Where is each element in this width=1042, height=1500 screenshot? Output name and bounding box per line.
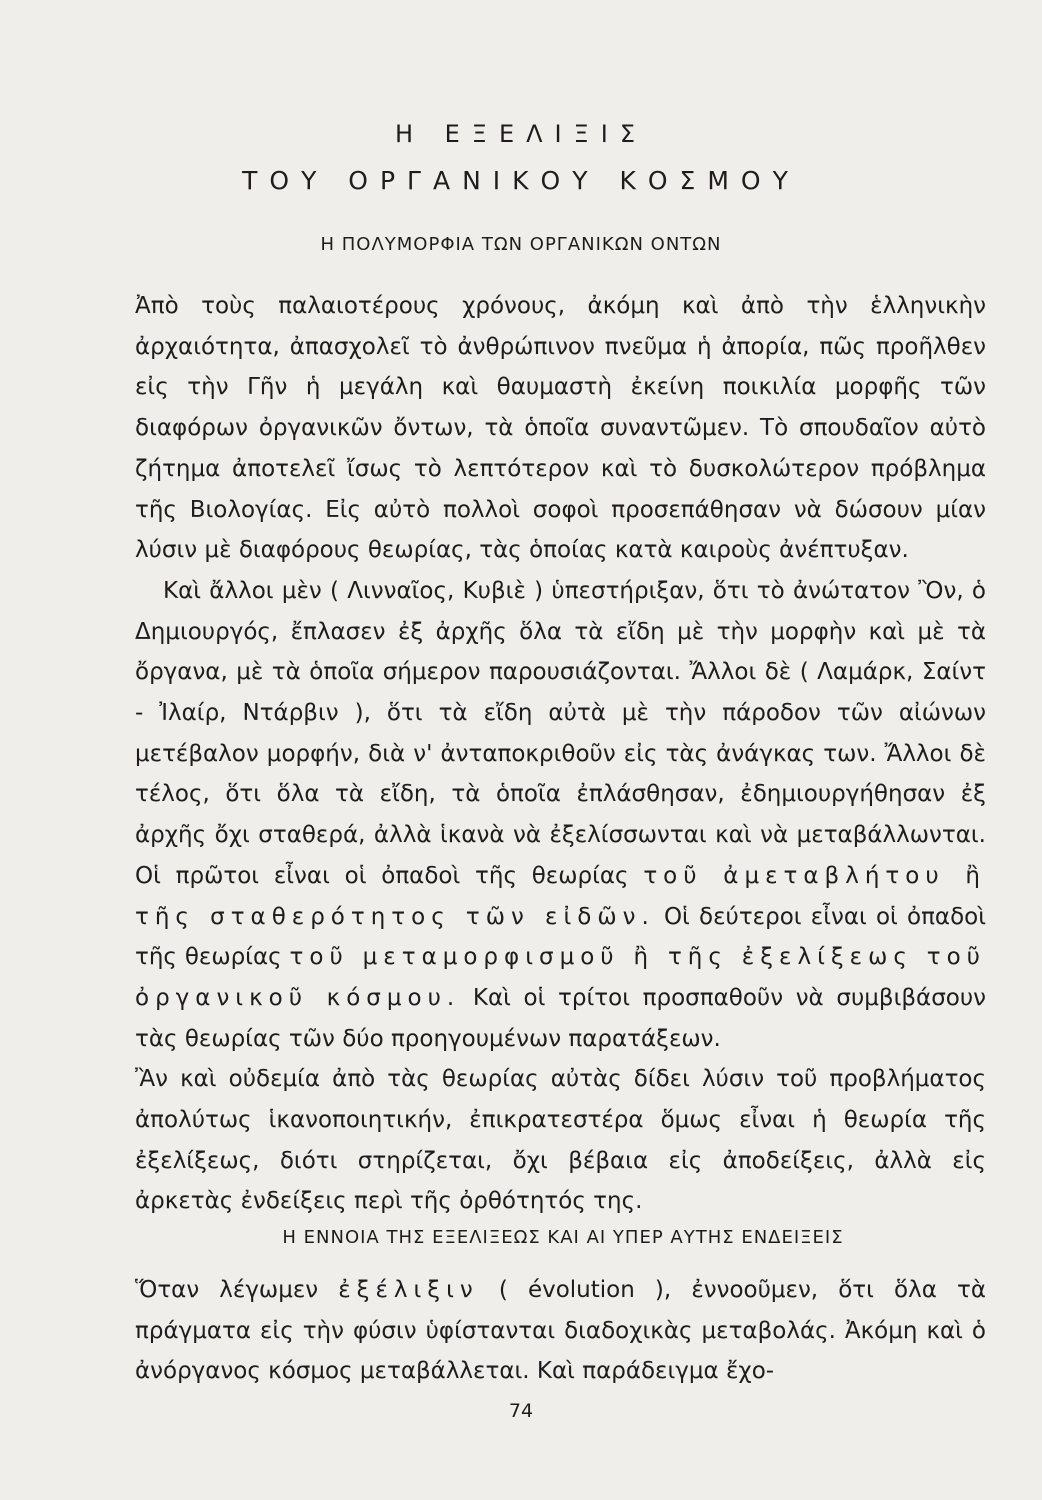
section-1-body bbox=[135, 286, 986, 1222]
chapter-title-line-2: ΤΟΥ ΟΡΓΑΝΙΚΟΥ ΚΟΣΜΟΥ bbox=[242, 166, 800, 195]
emphasis-evolution-word: ἐξέλιξιν bbox=[338, 1277, 479, 1303]
paragraph-1: Ἀπὸ τοὺς παλαιοτέρους χρόνους, ἀκόμη καὶ ἀπὸ τὴν ἑλληνικὴν ἀρχαιότητα, ἀπασχολεῖ τὸ ἀνθρώπινον πνεῦμα ἡ ἀπορία, πῶς προῆλθεν εἰς τὴν Γῆν ἡ μεγάλη καὶ θαυμαστὴ ἐκείνη ποικιλία μορφῆς τῶν διαφόρων ὀργανικῶν ὄντων, τὰ ὁποῖα συναντῶμεν. Τὸ σπουδαῖον αὐτὸ ζήτημα ἀποτελεῖ ἴσως τὸ λεπτότερον καὶ τὸ δυσκολώτερον πρόβλημα τῆς Βιολογίας. Εἰς αὐτὸ πολλοὶ σοφοὶ προσεπάθησαν νὰ δώσουν μίαν λύσιν μὲ διαφόρους θεωρίας, τὰς ὁποίας κατὰ καιροὺς ἀνέπτυξαν. bbox=[135, 293, 986, 564]
paragraph-2-part-a: Καὶ ἄλλοι μὲν ( Λινναῖος, Κυβιὲ ) ὑπεστήριξαν, ὅτι τὸ ἀνώτατον Ὂν, ὁ Δημιουργός, ἔπλασεν ἐξ ἀρχῆς ὅλα τὰ εἴδη μὲ τὴν μορφὴν καὶ μὲ τὰ ὄργανα, μὲ τὰ ὁποῖα σήμερον παρουσιάζονται. Ἄλλοι δὲ ( Λαμάρκ, Σαίντ - Ἰλαίρ, Ντάρβιν ), ὅτι τὰ εἴδη αὐτὰ μὲ τὴν πάροδον τῶν αἰώνων μετέβαλον μορφήν, διὰ ν' ἀνταποκριθοῦν εἰς τὰς ἀνάγκας των. Ἄλλοι δὲ τέλος, ὅτι ὅλα τὰ εἴδη, τὰ ὁποῖα ἐπλάσθησαν, ἐδημιουργήθησαν ἐξ ἀρχῆς ὄχι σταθερά, ἀλλὰ ἱκανὰ νὰ ἐξελίσσωνται καὶ νὰ μεταβάλλωνται. Οἱ πρῶτοι εἶναι οἱ ὀπαδοὶ τῆς θεωρίας bbox=[135, 577, 986, 889]
paragraph-3: Ἂν καὶ οὐδεμία ἀπὸ τὰς θεωρίας αὐτὰς δίδει λύσιν τοῦ προβλήματος ἀπολύτως ἱκανοποιητικήν, ἐπικρατεστέρα ὅμως εἶναι ἡ θεωρία τῆς ἐξελίξεως, διότι στηρίζεται, ὄχι βέβαια εἰς ἀποδείξεις, ἀλλὰ εἰς ἀρκετὰς ἐνδείξεις περὶ τῆς ὀρθότητός της. bbox=[135, 1066, 986, 1215]
paragraph-4-part-a: Ὅταν λέγωμεν bbox=[135, 1277, 339, 1303]
section-heading-2: Η ΕΝΝΟΙΑ ΤΗΣ ΕΞΕΛΙΞΕΩΣ ΚΑΙ ΑΙ ΥΠΕΡ ΑΥΤΗΣ ΕΝΔΕΙΞΕΙΣ bbox=[282, 1227, 844, 1248]
paragraph-4-part-b: ( évolution ), ἐννοοῦμεν, ὅτι ὅλα τὰ πράγματα εἰς τὴν φύσιν ὑφίστανται διαδοχικὰς μεταβολάς. Ἀκόμη καὶ ὁ ἀνόργανος κόσμος μεταβάλλεται. Καὶ παράδειγμα ἔχο- bbox=[135, 1277, 986, 1385]
section-heading-1: Η ΠΟΛΥΜΟΡΦΙΑ ΤΩΝ ΟΡΓΑΝΙΚΩΝ ΟΝΤΩΝ bbox=[320, 234, 722, 255]
paragraph-2-part-b: Οἱ δεύτεροι εἶναι οἱ ὀπαδοὶ τῆς θεωρίας bbox=[135, 903, 987, 971]
page-number: 74 bbox=[508, 1400, 534, 1422]
paragraph-2-part-c: Καὶ οἱ τρίτοι προσπαθοῦν νὰ συμβιβάσουν τὰς θεωρίας τῶν δύο προηγουμένων παρατάξεων. bbox=[135, 984, 986, 1052]
section-2-body bbox=[135, 1270, 986, 1392]
emphasis-evolution-theory: τοῦ μεταμορφισμοῦ ἢ τῆς ἐξελίξεως τοῦ ὀργανικοῦ κόσμου. bbox=[135, 944, 986, 1011]
chapter-title-line-1: Η ΕΞΕΛΙΞΙΣ bbox=[394, 120, 648, 148]
emphasis-stability-theory: τοῦ ἀμεταβλήτου ἢ τῆς σταθερότητος τῶν εἰδῶν. bbox=[135, 862, 986, 930]
paragraph-2 bbox=[135, 571, 986, 1059]
paragraph-4 bbox=[135, 1270, 986, 1392]
